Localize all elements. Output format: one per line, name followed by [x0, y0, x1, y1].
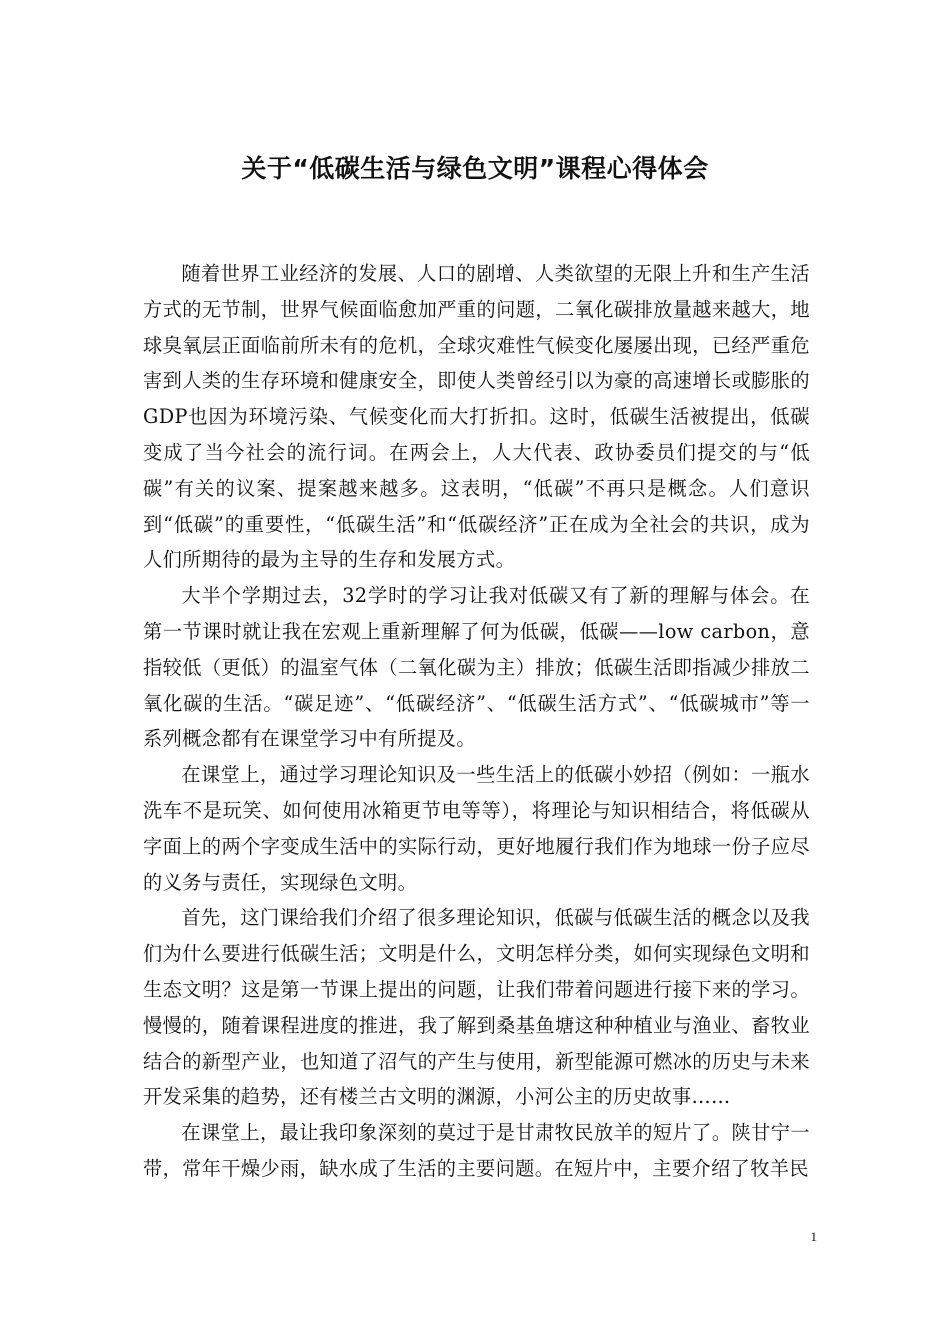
paragraph-intro: 随着世界工业经济的发展、人口的剧增、人类欲望的无限上升和生产生活方式的无节制，世界气候面临愈加严重的问题，二氧化碳排放量越来越大，地球臭氧层正面临前所未有的危机，全球灾难性气候变化屡屡出现，已经严重危害到人类的生存环境和健康安全，即使人类曾经引以为豪的高速增长或膨胀的GDP也因为环境污染、气候变化而大打折扣。这时，低碳生活被提出，低碳变成了当今社会的流行词。在两会上，人大代表、政协委员们提交的与“低碳”有关的议案、提案越来越多。这表明，“低碳”不再只是概念。人们意识到“低碳”的重要性，“低碳生活”和“低碳经济”正在成为全社会的共识，成为人们所期待的最为主导的生存和发展方式。	[143, 262, 810, 572]
paragraph-classroom-practice: 在课堂上，通过学习理论知识及一些生活上的低碳小妙招（例如：一瓶水洗车不是玩笑、如何使用冰箱更节电等等），将理论与知识相结合，将低碳从字面上的两个字变成生活中的实际行动，更好地履行我们作为地球一份子应尽的义务与责任，实现绿色文明。	[143, 763, 810, 894]
paragraph-gansu-film: 在课堂上，最让我印象深刻的莫过于是甘肃牧民放羊的短片了。陕甘宁一带，常年干燥少雨，缺水成了生活的主要问题。在短片中，主要介绍了牧羊民	[143, 1121, 810, 1180]
document-title: 关于“低碳生活与绿色文明”课程心得体会	[241, 153, 709, 183]
paragraph-course-overview: 大半个学期过去，32学时的学习让我对低碳又有了新的理解与体会。在第一节课时就让我在宏观上重新理解了何为低碳，低碳——low carbon，意指较低（更低）的温室气体（二氧化碳为主）排放；低碳生活即指减少排放二氧化碳的生活。“碳足迹”、“低碳经济”、“低碳生活方式”、“低碳城市”等一系列概念都有在课堂学习中有所提及。	[143, 584, 810, 751]
document-body	[143, 256, 810, 1187]
paragraph-theory-knowledge: 首先，这门课给我们介绍了很多理论知识，低碳与低碳生活的概念以及我们为什么要进行低碳生活；文明是什么，文明怎样分类，如何实现绿色文明和生态文明？这是第一节课上提出的问题，让我们带着问题进行接下来的学习。慢慢的，随着课程进度的推进，我了解到桑基鱼塘这种种植业与渔业、畜牧业结合的新型产业，也知道了沼气的产生与使用，新型能源可燃冰的历史与未来开发采集的趋势，还有楼兰古文明的渊源，小河公主的历史故事……	[143, 906, 810, 1109]
page-number: 1	[810, 1229, 817, 1244]
